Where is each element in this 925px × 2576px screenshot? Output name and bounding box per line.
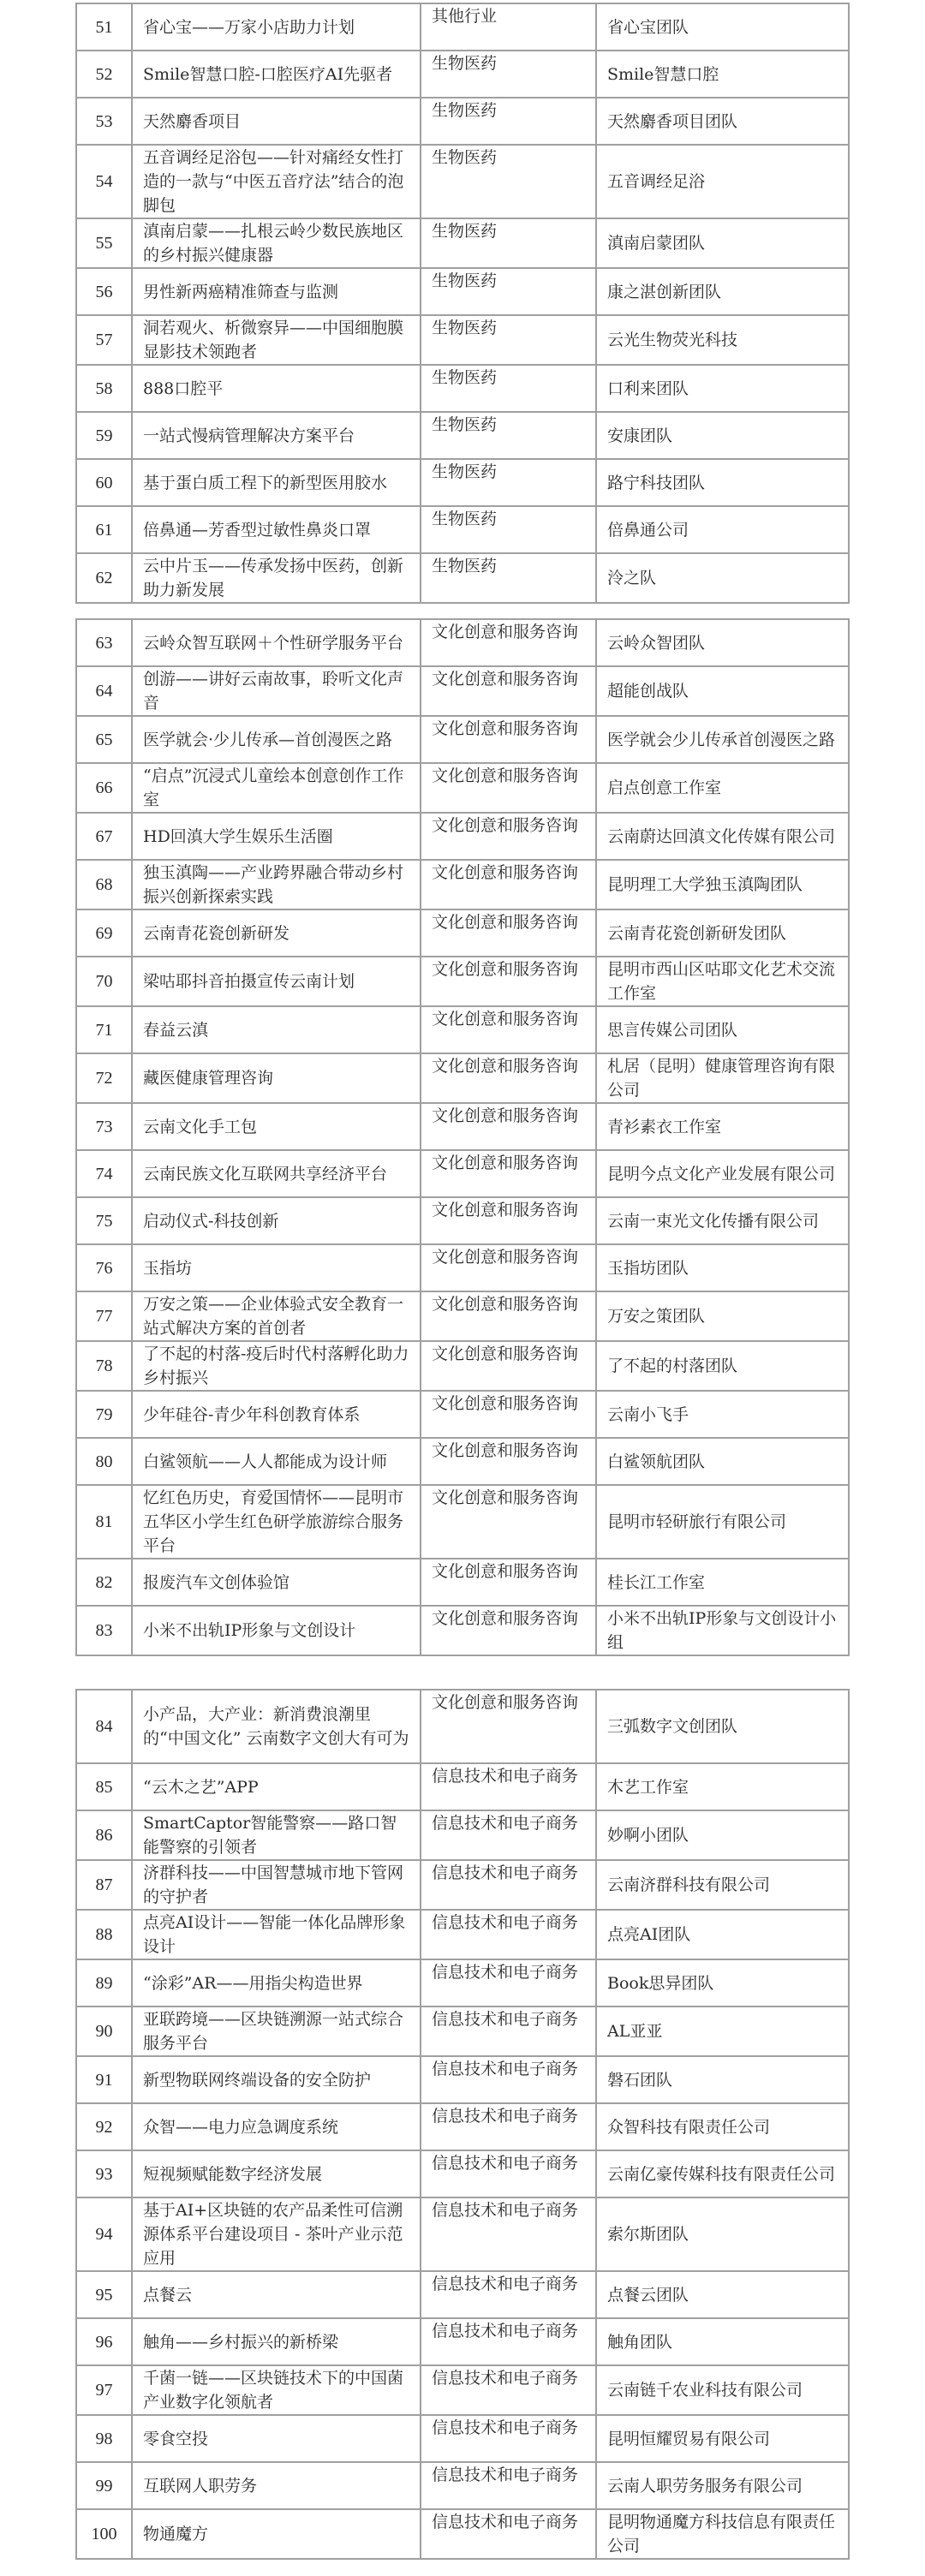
- table-row: [76, 1150, 849, 1197]
- category-cell: 生物医药: [421, 506, 596, 553]
- team-name-cell: 口利来团队: [596, 365, 849, 412]
- category-cell: 生物医药: [421, 98, 596, 145]
- table-row: [76, 2056, 849, 2103]
- team-name-cell: 超能创战队: [596, 666, 849, 716]
- category-cell: 生物医药: [421, 412, 596, 459]
- table-row: [76, 1391, 849, 1438]
- project-name-cell: 零食空投: [132, 2415, 421, 2462]
- row-number-cell: 92: [76, 2103, 132, 2150]
- team-name-cell: 泠之队: [596, 553, 849, 603]
- team-name-cell: 玉指坊团队: [596, 1244, 849, 1291]
- project-name-cell: 云岭众智互联网＋个性研学服务平台: [132, 619, 421, 666]
- team-name-cell: 云南亿豪传媒科技有限责任公司: [596, 2150, 849, 2197]
- row-number-cell: 73: [76, 1103, 132, 1150]
- table-row: [76, 909, 849, 957]
- team-name-cell: 启点创意工作室: [596, 763, 849, 813]
- table-row: [76, 2365, 849, 2415]
- project-name-cell: 点亮AI设计——智能一体化品牌形象设计: [132, 1910, 421, 1959]
- project-name-cell: 888口腔平: [132, 365, 421, 412]
- table-row: [76, 51, 849, 98]
- project-name-cell: HD回滇大学生娱乐生活圈: [132, 813, 421, 860]
- team-name-cell: 白鲨领航团队: [596, 1438, 849, 1485]
- team-name-cell: Smile智慧口腔: [596, 51, 849, 98]
- category-cell: 信息技术和电子商务: [421, 2007, 596, 2056]
- project-name-cell: 云南民族文化互联网共享经济平台: [132, 1150, 421, 1197]
- row-number-cell: 66: [76, 763, 132, 813]
- table-row: [76, 763, 849, 813]
- category-cell: 文化创意和服务咨询: [421, 1341, 596, 1391]
- table-row: [76, 1690, 849, 1763]
- team-name-cell: 点餐云团队: [596, 2271, 849, 2318]
- table-row: [76, 2103, 849, 2150]
- category-cell: 信息技术和电子商务: [421, 2462, 596, 2509]
- category-cell: 生物医药: [421, 51, 596, 98]
- project-name-cell: 千菌一链——区块链技术下的中国菌产业数字化领航者: [132, 2365, 421, 2415]
- table-row: [76, 1959, 849, 2007]
- row-number-cell: 52: [76, 51, 132, 98]
- table-row: [76, 1006, 849, 1053]
- team-name-cell: 众智科技有限责任公司: [596, 2103, 849, 2150]
- team-name-cell: 木艺工作室: [596, 1763, 849, 1810]
- project-name-cell: 玉指坊: [132, 1244, 421, 1291]
- team-name-cell: 妙啊小团队: [596, 1810, 849, 1860]
- table-row: [76, 619, 849, 666]
- project-name-cell: 一站式慢病管理解决方案平台: [132, 412, 421, 459]
- team-name-cell: Book思异团队: [596, 1959, 849, 2007]
- row-number-cell: 83: [76, 1606, 132, 1655]
- row-number-cell: 95: [76, 2271, 132, 2318]
- category-cell: 文化创意和服务咨询: [421, 1485, 596, 1559]
- row-number-cell: 71: [76, 1006, 132, 1053]
- team-name-cell: 医学就会少儿传承首创漫医之路: [596, 716, 849, 763]
- category-cell: 文化创意和服务咨询: [421, 619, 596, 666]
- project-name-cell: 洞若观火、析微察异——中国细胞膜显影技术领跑者: [132, 315, 421, 365]
- category-cell: 文化创意和服务咨询: [421, 1559, 596, 1606]
- team-name-cell: 路宁科技团队: [596, 459, 849, 506]
- project-name-cell: SmartCaptor智能警察——路口智能警察的引领者: [132, 1810, 421, 1860]
- team-name-cell: 昆明市轻研旅行有限公司: [596, 1485, 849, 1559]
- project-name-cell: 基于AI+区块链的农产品柔性可信溯源体系平台建设项目 - 茶叶产业示范应用: [132, 2197, 421, 2271]
- table-row: [76, 2271, 849, 2318]
- row-number-cell: 55: [76, 218, 132, 268]
- category-cell: 信息技术和电子商务: [421, 2415, 596, 2462]
- team-name-cell: 札居（昆明）健康管理咨询有限公司: [596, 1053, 849, 1103]
- category-cell: 信息技术和电子商务: [421, 2103, 596, 2150]
- project-name-cell: 新型物联网终端设备的安全防护: [132, 2056, 421, 2103]
- row-number-cell: 65: [76, 716, 132, 763]
- team-name-cell: 万安之策团队: [596, 1291, 849, 1341]
- category-cell: 文化创意和服务咨询: [421, 957, 596, 1006]
- table-row: [76, 666, 849, 716]
- row-number-cell: 64: [76, 666, 132, 716]
- table-segment-it: [75, 1689, 850, 2560]
- table-row: [76, 553, 849, 603]
- project-name-cell: 基于蛋白质工程下的新型医用胶水: [132, 459, 421, 506]
- row-number-cell: 91: [76, 2056, 132, 2103]
- category-cell: 信息技术和电子商务: [421, 1763, 596, 1810]
- table-row: [76, 2318, 849, 2365]
- project-name-cell: 点餐云: [132, 2271, 421, 2318]
- row-number-cell: 68: [76, 860, 132, 909]
- project-name-cell: 云南青花瓷创新研发: [132, 909, 421, 957]
- project-name-cell: 云中片玉——传承发扬中医药，创新助力新发展: [132, 553, 421, 603]
- row-number-cell: 61: [76, 506, 132, 553]
- category-cell: 文化创意和服务咨询: [421, 716, 596, 763]
- category-cell: 信息技术和电子商务: [421, 2509, 596, 2559]
- team-name-cell: 滇南启蒙团队: [596, 218, 849, 268]
- category-cell: 其他行业: [421, 3, 596, 51]
- table-row: [76, 315, 849, 365]
- team-name-cell: 五音调经足浴: [596, 145, 849, 218]
- team-name-cell: AL亚亚: [596, 2007, 849, 2056]
- table-row: [76, 145, 849, 218]
- row-number-cell: 62: [76, 553, 132, 603]
- category-cell: 信息技术和电子商务: [421, 1810, 596, 1860]
- row-number-cell: 82: [76, 1559, 132, 1606]
- row-number-cell: 78: [76, 1341, 132, 1391]
- category-cell: 生物医药: [421, 365, 596, 412]
- project-name-cell: 亚联跨境——区块链溯源一站式综合服务平台: [132, 2007, 421, 2056]
- row-number-cell: 57: [76, 315, 132, 365]
- table-row: [76, 506, 849, 553]
- category-cell: 文化创意和服务咨询: [421, 666, 596, 716]
- category-cell: 生物医药: [421, 553, 596, 603]
- row-number-cell: 53: [76, 98, 132, 145]
- table-row: [76, 1559, 849, 1606]
- row-number-cell: 75: [76, 1197, 132, 1244]
- row-number-cell: 94: [76, 2197, 132, 2271]
- project-name-cell: 独玉滇陶——产业跨界融合带动乡村振兴创新探索实践: [132, 860, 421, 909]
- team-name-cell: 青衫素衣工作室: [596, 1103, 849, 1150]
- row-number-cell: 72: [76, 1053, 132, 1103]
- team-name-cell: 云岭众智团队: [596, 619, 849, 666]
- category-cell: 信息技术和电子商务: [421, 1910, 596, 1959]
- table-row: [76, 412, 849, 459]
- team-name-cell: 云光生物荧光科技: [596, 315, 849, 365]
- row-number-cell: 70: [76, 957, 132, 1006]
- table-row: [76, 2415, 849, 2462]
- table-segment-biomed: [75, 3, 850, 604]
- row-number-cell: 99: [76, 2462, 132, 2509]
- team-name-cell: 康之湛创新团队: [596, 268, 849, 315]
- project-name-cell: 男性新两癌精准筛查与监测: [132, 268, 421, 315]
- category-cell: 文化创意和服务咨询: [421, 1291, 596, 1341]
- table-row: [76, 2007, 849, 2056]
- table-row: [76, 218, 849, 268]
- category-cell: 生物医药: [421, 218, 596, 268]
- project-name-cell: 启动仪式-科技创新: [132, 1197, 421, 1244]
- project-name-cell: 倍鼻通—芳香型过敏性鼻炎口罩: [132, 506, 421, 553]
- table-row: [76, 268, 849, 315]
- category-cell: 文化创意和服务咨询: [421, 1690, 596, 1763]
- team-name-cell: 小米不出轨IP形象与文创设计小组: [596, 1606, 849, 1655]
- row-number-cell: 67: [76, 813, 132, 860]
- project-name-cell: 万安之策——企业体验式安全教育一站式解决方案的首创者: [132, 1291, 421, 1341]
- project-name-cell: “云木之艺”APP: [132, 1763, 421, 1810]
- team-name-cell: 安康团队: [596, 412, 849, 459]
- project-name-cell: 滇南启蒙——扎根云岭少数民族地区的乡村振兴健康器: [132, 218, 421, 268]
- project-name-cell: 创游——讲好云南故事，聆听文化声音: [132, 666, 421, 716]
- row-number-cell: 100: [76, 2509, 132, 2559]
- row-number-cell: 86: [76, 1810, 132, 1860]
- table-row: [76, 860, 849, 909]
- project-name-cell: 云南文化手工包: [132, 1103, 421, 1150]
- table-row: [76, 365, 849, 412]
- project-name-cell: 众智——电力应急调度系统: [132, 2103, 421, 2150]
- row-number-cell: 85: [76, 1763, 132, 1810]
- row-number-cell: 90: [76, 2007, 132, 2056]
- table-row: [76, 459, 849, 506]
- category-cell: 信息技术和电子商务: [421, 2318, 596, 2365]
- table-row: [76, 1763, 849, 1810]
- row-number-cell: 97: [76, 2365, 132, 2415]
- category-cell: 文化创意和服务咨询: [421, 1103, 596, 1150]
- row-number-cell: 88: [76, 1910, 132, 1959]
- category-cell: 生物医药: [421, 459, 596, 506]
- row-number-cell: 77: [76, 1291, 132, 1341]
- project-name-cell: 小产品，大产业：新消费浪潮里的“中国文化” 云南数字文创大有可为: [132, 1690, 421, 1763]
- row-number-cell: 80: [76, 1438, 132, 1485]
- project-name-cell: 梁咕耶抖音拍摄宣传云南计划: [132, 957, 421, 1006]
- table-row: [76, 1197, 849, 1244]
- table-row: [76, 1291, 849, 1341]
- project-name-cell: 了不起的村落-疫后时代村落孵化助力乡村振兴: [132, 1341, 421, 1391]
- team-name-cell: 云南链千农业科技有限公司: [596, 2365, 849, 2415]
- project-name-cell: “涂彩”AR——用指尖构造世界: [132, 1959, 421, 2007]
- category-cell: 信息技术和电子商务: [421, 2365, 596, 2415]
- row-number-cell: 81: [76, 1485, 132, 1559]
- category-cell: 文化创意和服务咨询: [421, 1006, 596, 1053]
- team-name-cell: 云南小飞手: [596, 1391, 849, 1438]
- table-row: [76, 98, 849, 145]
- table-row: [76, 2197, 849, 2271]
- row-number-cell: 63: [76, 619, 132, 666]
- row-number-cell: 74: [76, 1150, 132, 1197]
- row-number-cell: 59: [76, 412, 132, 459]
- team-name-cell: 云南青花瓷创新研发团队: [596, 909, 849, 957]
- project-name-cell: 忆红色历史，育爱国情怀——昆明市五华区小学生红色研学旅游综合服务平台: [132, 1485, 421, 1559]
- table-row: [76, 2509, 849, 2559]
- project-name-cell: 春益云滇: [132, 1006, 421, 1053]
- row-number-cell: 54: [76, 145, 132, 218]
- table-row: [76, 1103, 849, 1150]
- table-row: [76, 813, 849, 860]
- table-row: [76, 3, 849, 51]
- table-row: [76, 1910, 849, 1959]
- row-number-cell: 84: [76, 1690, 132, 1763]
- table-row: [76, 1244, 849, 1291]
- project-name-cell: 互联网人职劳务: [132, 2462, 421, 2509]
- table-row: [76, 1485, 849, 1559]
- project-name-cell: “启点”沉浸式儿童绘本创意创作工作室: [132, 763, 421, 813]
- project-name-cell: 物通魔方: [132, 2509, 421, 2559]
- table-row: [76, 2150, 849, 2197]
- project-name-cell: 白鲨领航——人人都能成为设计师: [132, 1438, 421, 1485]
- category-cell: 文化创意和服务咨询: [421, 909, 596, 957]
- row-number-cell: 60: [76, 459, 132, 506]
- team-name-cell: 昆明市西山区咕耶文化艺术交流工作室: [596, 957, 849, 1006]
- table-row: [76, 1606, 849, 1655]
- team-name-cell: 云南济群科技有限公司: [596, 1860, 849, 1910]
- table-row: [76, 1053, 849, 1103]
- team-name-cell: 思言传媒公司团队: [596, 1006, 849, 1053]
- category-cell: 信息技术和电子商务: [421, 2056, 596, 2103]
- team-name-cell: 索尔斯团队: [596, 2197, 849, 2271]
- project-name-cell: 省心宝——万家小店助力计划: [132, 3, 421, 51]
- project-name-cell: 五音调经足浴包——针对痛经女性打造的一款与“中医五音疗法”结合的泡脚包: [132, 145, 421, 218]
- team-name-cell: 昆明今点文化产业发展有限公司: [596, 1150, 849, 1197]
- team-name-cell: 倍鼻通公司: [596, 506, 849, 553]
- team-name-cell: 天然麝香项目团队: [596, 98, 849, 145]
- category-cell: 文化创意和服务咨询: [421, 1606, 596, 1655]
- row-number-cell: 76: [76, 1244, 132, 1291]
- row-number-cell: 96: [76, 2318, 132, 2365]
- table-row: [76, 1810, 849, 1860]
- team-name-cell: 云南人职劳务服务有限公司: [596, 2462, 849, 2509]
- project-name-cell: Smile智慧口腔-口腔医疗AI先驱者: [132, 51, 421, 98]
- category-cell: 文化创意和服务咨询: [421, 763, 596, 813]
- team-name-cell: 昆明恒耀贸易有限公司: [596, 2415, 849, 2462]
- table-row: [76, 716, 849, 763]
- project-name-cell: 短视频赋能数字经济发展: [132, 2150, 421, 2197]
- category-cell: 信息技术和电子商务: [421, 1959, 596, 2007]
- team-name-cell: 桂长江工作室: [596, 1559, 849, 1606]
- row-number-cell: 87: [76, 1860, 132, 1910]
- table-row: [76, 1341, 849, 1391]
- project-name-cell: 医学就会·少儿传承—首创漫医之路: [132, 716, 421, 763]
- row-number-cell: 69: [76, 909, 132, 957]
- category-cell: 信息技术和电子商务: [421, 2197, 596, 2271]
- table-row: [76, 1860, 849, 1910]
- team-name-cell: 触角团队: [596, 2318, 849, 2365]
- row-number-cell: 51: [76, 3, 132, 51]
- category-cell: 信息技术和电子商务: [421, 2271, 596, 2318]
- row-number-cell: 98: [76, 2415, 132, 2462]
- row-number-cell: 93: [76, 2150, 132, 2197]
- row-number-cell: 58: [76, 365, 132, 412]
- row-number-cell: 79: [76, 1391, 132, 1438]
- category-cell: 文化创意和服务咨询: [421, 1244, 596, 1291]
- category-cell: 文化创意和服务咨询: [421, 1053, 596, 1103]
- category-cell: 文化创意和服务咨询: [421, 1391, 596, 1438]
- category-cell: 信息技术和电子商务: [421, 2150, 596, 2197]
- category-cell: 生物医药: [421, 145, 596, 218]
- team-name-cell: 了不起的村落团队: [596, 1341, 849, 1391]
- category-cell: 信息技术和电子商务: [421, 1860, 596, 1910]
- team-name-cell: 云南一束光文化传播有限公司: [596, 1197, 849, 1244]
- table-row: [76, 1438, 849, 1485]
- team-name-cell: 昆明物通魔方科技信息有限责任公司: [596, 2509, 849, 2559]
- team-name-cell: 三弧数字文创团队: [596, 1690, 849, 1763]
- project-name-cell: 少年硅谷-青少年科创教育体系: [132, 1391, 421, 1438]
- category-cell: 文化创意和服务咨询: [421, 1150, 596, 1197]
- project-name-cell: 藏医健康管理咨询: [132, 1053, 421, 1103]
- project-name-cell: 天然麝香项目: [132, 98, 421, 145]
- team-name-cell: 云南蔚达回滇文化传媒有限公司: [596, 813, 849, 860]
- team-name-cell: 点亮AI团队: [596, 1910, 849, 1959]
- row-number-cell: 56: [76, 268, 132, 315]
- category-cell: 文化创意和服务咨询: [421, 860, 596, 909]
- category-cell: 文化创意和服务咨询: [421, 1197, 596, 1244]
- team-name-cell: 省心宝团队: [596, 3, 849, 51]
- project-name-cell: 济群科技——中国智慧城市地下管网的守护者: [132, 1860, 421, 1910]
- table-row: [76, 2462, 849, 2509]
- row-number-cell: 89: [76, 1959, 132, 2007]
- project-name-cell: 报废汽车文创体验馆: [132, 1559, 421, 1606]
- team-name-cell: 昆明理工大学独玉滇陶团队: [596, 860, 849, 909]
- project-name-cell: 触角——乡村振兴的新桥梁: [132, 2318, 421, 2365]
- table-segment-culture: [75, 618, 850, 1656]
- category-cell: 生物医药: [421, 268, 596, 315]
- category-cell: 文化创意和服务咨询: [421, 1438, 596, 1485]
- category-cell: 生物医药: [421, 315, 596, 365]
- category-cell: 文化创意和服务咨询: [421, 813, 596, 860]
- table-row: [76, 957, 849, 1006]
- team-name-cell: 磐石团队: [596, 2056, 849, 2103]
- project-name-cell: 小米不出轨IP形象与文创设计: [132, 1606, 421, 1655]
